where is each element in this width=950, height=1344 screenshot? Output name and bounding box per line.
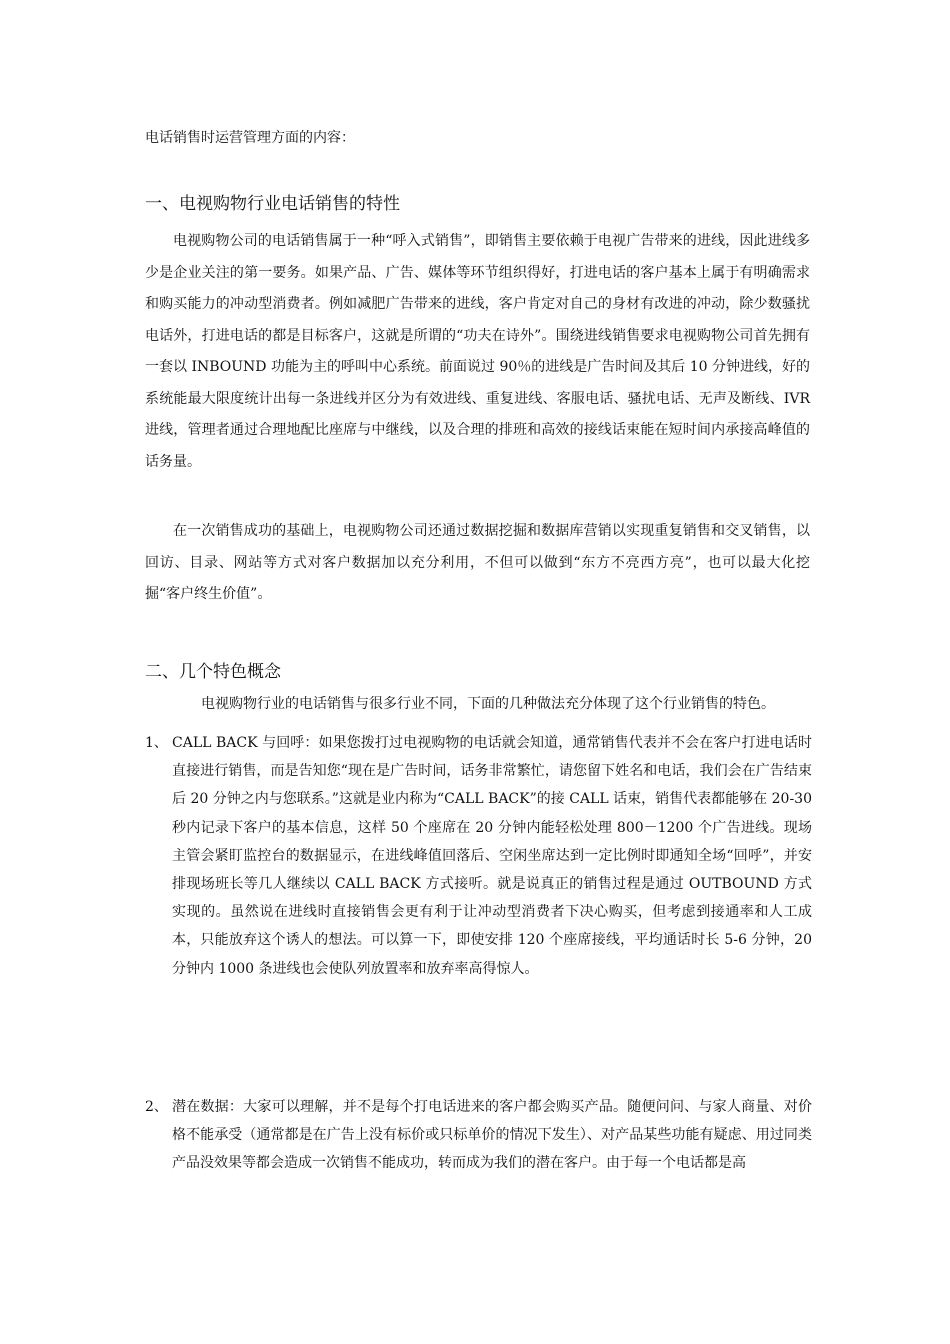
list-item-number: 1、 xyxy=(145,735,168,751)
section1-paragraph-2: 在一次销售成功的基础上，电视购物公司还通过数据挖掘和数据库营销以实现重复销售和交叉销售，以回访、目录、网站等方式对客户数据加以充分利用，不但可以做到“东方不亮西方亮”，也可以最大化挖掘“客户终生价值”。 xyxy=(145,523,810,602)
section2-intro: 电视购物行业的电话销售与很多行业不同，下面的几种做法充分体现了这个行业销售的特色。 xyxy=(201,696,775,712)
section1-paragraph-1: 电视购物公司的电话销售属于一种“呼入式销售”，即销售主要依赖于电视广告带来的进线，因此进线多少是企业关注的第一要务。如果产品、广告、媒体等环节组织得好，打进电话的客户基本上属于有明确需求和购买能力的冲动型消费者。例如减肥广告带来的进线，客户肯定对自己的身材有改进的冲动，除少数骚扰电话外，打进电话的都是目标客户，这就是所谓的“功夫在诗外”。围绕进线销售要求电视购物公司首先拥有一套以 INBOUND 功能为主的呼叫中心系统。前面说过 90％的进线是广告时间及其后 10 分钟进线，好的系统能最大限度统计出每一条进线并区分为有效进线、重复进线、客服电话、骚扰电话、无声及断线、IVR 进线，管理者通过合理地配比座席与中继线，以及合理的排班和高效的接线话束能在短时间内承接高峰值的话务量。 xyxy=(145,233,810,470)
document-intro: 电话销售时运营管理方面的内容： xyxy=(145,130,355,146)
section-heading-1: 一、电视购物行业电话销售的特性 xyxy=(145,194,400,214)
section-heading-2: 二、几个特色概念 xyxy=(145,662,281,682)
list-item-number: 2、 xyxy=(145,1099,168,1115)
list-item-text: CALL BACK 与回呼：如果您拨打过电视购物的电话就会知道，通常销售代表并不会在客户打进电话时直接进行销售，而是告知您“现在是广告时间，话务非常繁忙，请您留下姓名和电话，我们会在广告结束后 20 分钟之内与您联系。”这就是业内称为“CALL BACK”的接 CALL 话束，销售代表都能够在 20-30 秒内记录下客户的基本信息，这样 50 个座席在 20 分钟内能轻松处理 800－1200 个广告进线。现场主管会紧盯监控台的数据显示，在进线峰值回落后、空闲坐席达到一定比例时即通知全场“回呼”，并安排现场班长等几人继续以 CALL BACK 方式接听。就是说真正的销售过程是通过 OUTBOUND 方式实现的。虽然说在进线时直接销售会更有利于让冲动型消费者下决心购买，但考虑到接通率和人工成本，只能放弃这个诱人的想法。可以算一下，即使安排 120 个座席接线，平均通话时长 5-6 分钟，20 分钟内 1000 条进线也会使队列放置率和放弃率高得惊人。 xyxy=(172,735,812,977)
list-item-text: 潜在数据：大家可以理解，并不是每个打电话进来的客户都会购买产品。随便问问、与家人商量、对价格不能承受（通常都是在广告上没有标价或只标单价的情况下发生）、对产品某些功能有疑虑、用过同类产品没效果等都会造成一次销售不能成功，转而成为我们的潜在客户。由于每一个电话都是高 xyxy=(172,1099,812,1171)
